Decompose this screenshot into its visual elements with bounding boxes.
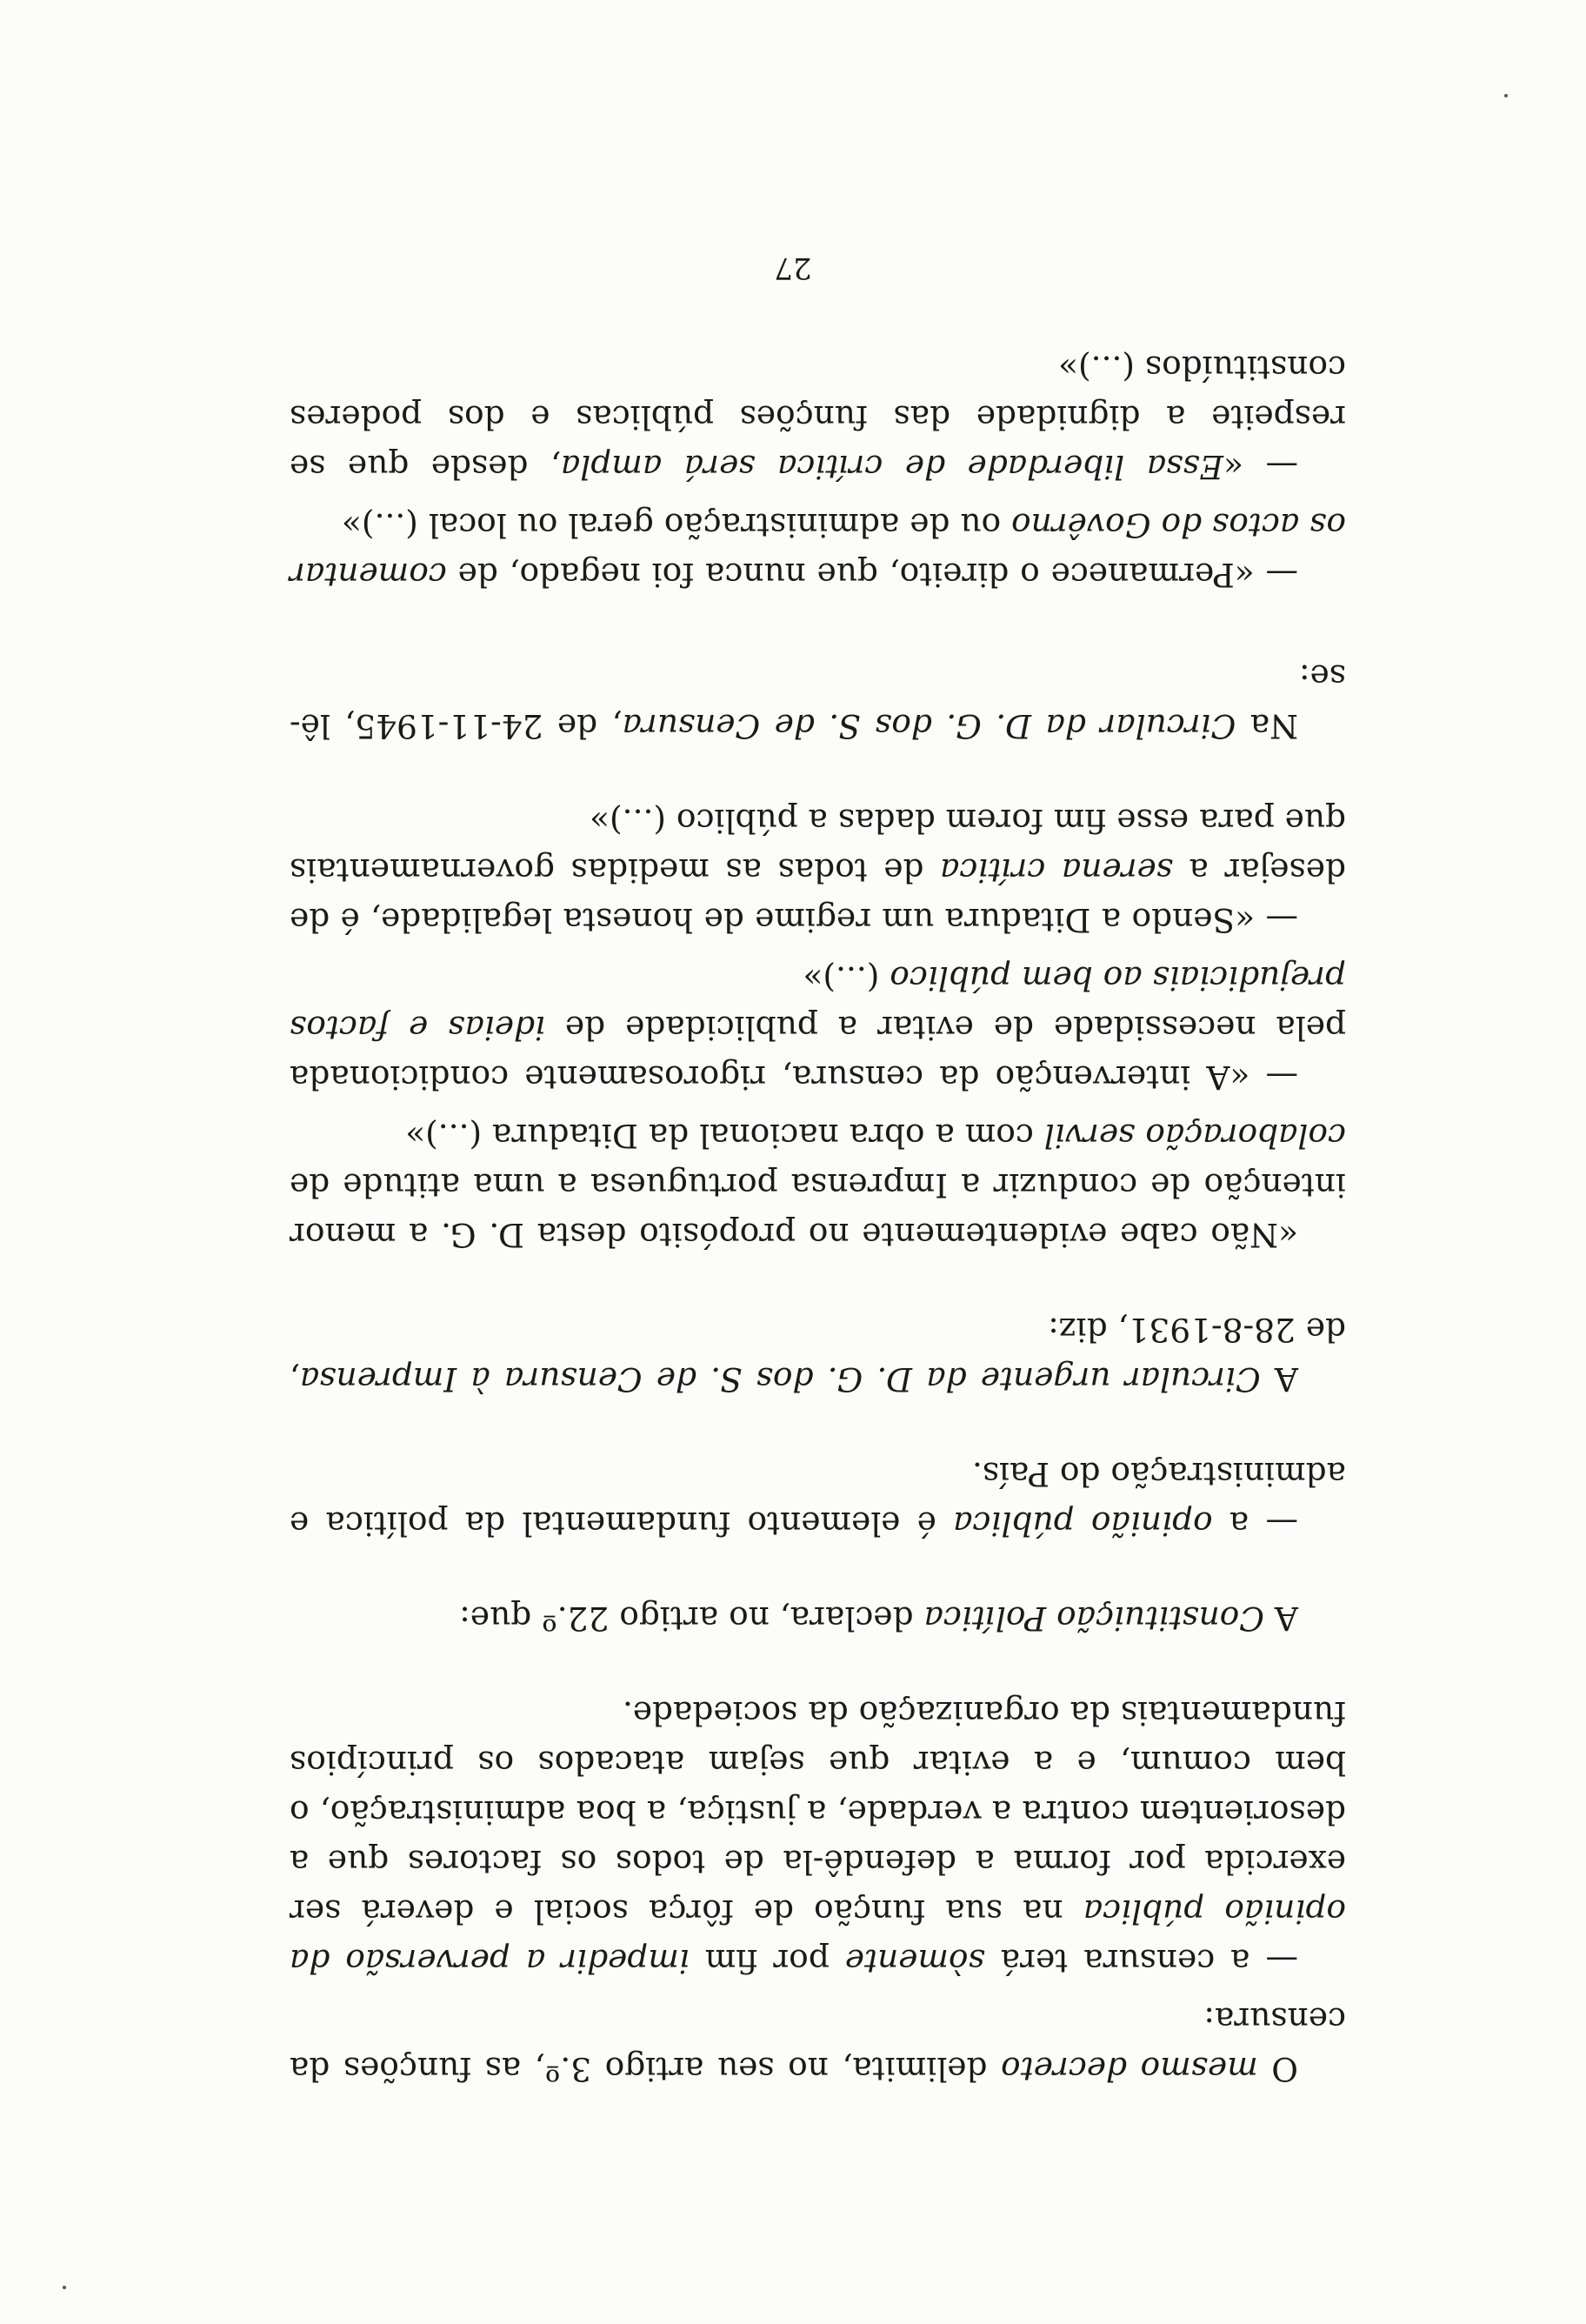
italic-run: opinião pública [953,1505,1213,1543]
italic-run: serena crítica [940,851,1174,890]
italic-run: Circular urgente da D. G. dos S. de Censura à Imprensa [299,1360,1261,1399]
italic-run: mesmo decreto [1001,2050,1258,2088]
text-run: — «Permanece o direito, que nunca foi negado, de [446,556,1298,594]
italic-run: colaboração servil [1043,1117,1346,1155]
paragraph [290,1449,1346,1548]
text-run: A [1263,1599,1298,1638]
text-run: — a [1212,1505,1298,1543]
text-run: com a obra nacional da Ditadura (...)» [405,1117,1044,1155]
text-run: — «Sendo a Ditadura um regime de honesta legalidade, é de desejar a [290,851,1346,939]
scan-speck [1504,94,1508,97]
text-run: , desde que se respeite a dignidade das funções públicas e dos poderes constituídos (...)» [290,349,1346,486]
italic-run: Constituição Política [923,1599,1264,1638]
italic-run: sòmente [844,1942,985,1980]
text-run: delimita, no seu artigo 3.º, as funções da censura: [290,2000,1346,2088]
paragraph [290,1688,1346,1986]
text-run: é elemento fundamental da política e administração do País. [290,1455,1346,1543]
text-run: — «A intervenção da censura, rigorosamente condicionada pela necessidade de evitar a publicidade de [290,1009,1346,1097]
text-run: O [1257,2050,1298,2088]
paragraph [290,651,1346,751]
text-run: «Não cabe evidentemente no propósito desta D. G. a menor intenção de conduzir a Imprensa portuguesa a uma atitude de [290,1166,1346,1254]
italic-run: impedir a perversão da opinião pública [289,1893,1346,1980]
paragraph [290,1593,1346,1643]
italic-run: comentar os actos do Govêrno [290,506,1346,594]
paragraph [290,1994,1346,2094]
paragraph [290,1305,1346,1404]
text-run: , de 28-8-1931, diz: [290,1311,1346,1399]
text-run: (...)» [803,959,890,998]
text-run: por fim [689,1942,845,1980]
text-run: — a censura terá [984,1942,1298,1980]
text-run: , de 24-11-1945, lê-se: [290,658,1346,745]
text-run: ou de administração geral ou local (...)» [341,506,1012,544]
paragraph [290,500,1346,599]
paragraph [290,953,1346,1102]
text-run: Na [1236,707,1298,745]
paragraph [290,1111,1346,1259]
text-run: declara, no artigo 22.º que: [459,1599,924,1638]
body-text [290,343,1346,2094]
italic-run: ideias e factos prejudiciais ao bem público [290,959,1346,1047]
text-run: — « [1223,448,1298,486]
paragraph [290,796,1346,945]
text-run: de todas as medidas governamentais que para esse fim forem dadas a público (...)» [290,802,1346,890]
page-number: 27 [774,250,812,285]
italic-run: Essa liberdade de crítica será ampla [560,448,1224,486]
text-run: na sua função de fôrça social e deverá ser exercida por forma a defendê-la de todos os factores que a desorientem contra a verdade, a justiça, a boa administração, o bem comum, e a evitar que sejam atacados os princípios fundamentais da organização da sociedade. [290,1694,1346,1931]
italic-run: Circular da D. G. dos S. de Censura [622,707,1236,745]
paragraph [290,343,1346,491]
text-run: A [1260,1360,1298,1399]
scan-speck [63,2286,66,2289]
